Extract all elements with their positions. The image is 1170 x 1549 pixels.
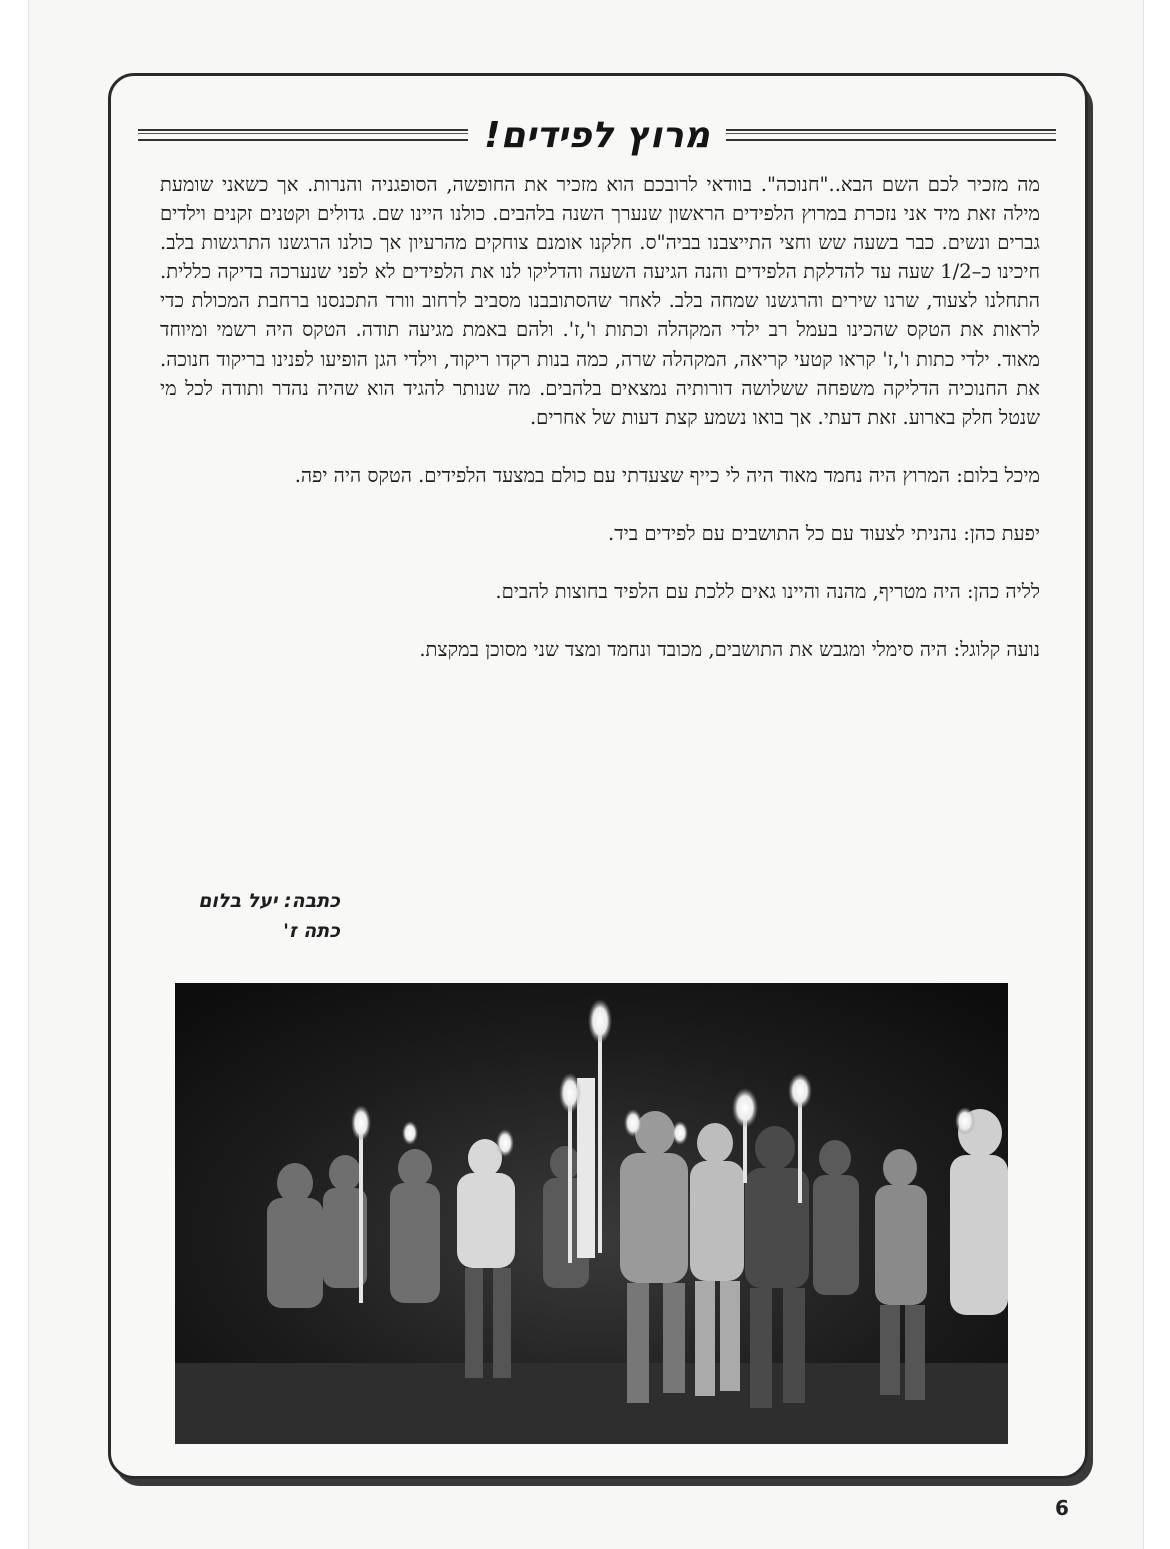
- author-name: כתבה: יעל בלום: [198, 890, 340, 912]
- quote-speaker: מיכל בלום:: [956, 463, 1040, 487]
- quote-item: [160, 635, 1040, 664]
- author-class: כתה ז': [283, 920, 340, 942]
- quote-item: [160, 519, 1040, 548]
- quote-text: נהניתי לצעוד עם כל התושבים עם לפידים ביד.: [608, 521, 958, 545]
- quote-text: היה סימלי ומגבש את התושבים, מכובד ונחמד ומצד שני מסוכן במקצת.: [419, 638, 948, 662]
- torch-parade-photo: [175, 983, 1008, 1444]
- quote-speaker: לליה כהן:: [966, 580, 1040, 604]
- quote-speaker: יפעת כהן:: [963, 521, 1040, 545]
- quote-item: [160, 577, 1040, 606]
- article-title: מרוץ לפידים!: [484, 114, 710, 156]
- author-signature: [160, 886, 1040, 946]
- quote-text: היה מטריף, מהנה והיינו גאים ללכת עם הלפיד בחוצות להבים.: [495, 580, 961, 604]
- title-row: [138, 110, 1056, 160]
- quote-text: המרוץ היה נחמד מאוד היה לי כייף שצעדתי עם כולם במצעד הלפידים. הטקס היה יפה.: [294, 463, 951, 487]
- article-body: מה מזכיר לכם השם הבא.."חנוכה". בוודאי לרובכם הוא מזכיר את החופשה, הסופגניה והנרות. אך כשאני שומעת מילה זאת מיד אני נזכרת במרוץ הלפידים הראשון שנערך השנה בלהבים. כולנו היינו שם. גדולים וקטנים זקנים וילדים גברים ונשים. כבר בשעה שש וחצי התייצבנו בביה"ס. חלקנו אומנם צוחקים מהרעיון אך כולנו הרגשנו התרגשות בלב. חיכינו כ–1/2 שעה עד להדלקת הלפידים והנה הגיעה השעה והדליקו לנו את הלפידים לא לפני שנערכה בדיקה כללית. התחלנו לצעוד, שרנו שירים והרגשנו שמחה בלב. לאחר שהסתובבנו מסביב לרחוב וורד התכנסנו ברחבת המכולת כדי לראות את הטקס שהכינו בעמל רב ילדי המקהלה וכתות ו',ז'. ולהם באמת מגיעה תודה. הטקס היה רשמי ומיוחד מאוד. ילדי כתות ו',ז' קראו קטעי קריאה, המקהלה שרה, כמה בנות רקדו ריקוד, וילדי הגן הופיעו לפנינו בריקוד חנוכה. את החנוכיה הדליקה משפחה ששלושה דורותיה נמצאים בלהבים. מה שנותר להגיד הוא שהיה נהדר ותודה לכל מי שנטל חלק בארוע. זאת דעתי. אך בואו נשמע קצת דעות של אחרים.: [160, 173, 1041, 429]
- page-number: 6: [1055, 1496, 1069, 1520]
- article-content: [160, 170, 1040, 664]
- title-rule-left: [138, 129, 468, 141]
- quote-item: [160, 461, 1040, 490]
- title-rule-right: [726, 129, 1056, 141]
- photo-illustration: [175, 983, 1008, 1444]
- quote-speaker: נועה קלוגל:: [953, 638, 1040, 662]
